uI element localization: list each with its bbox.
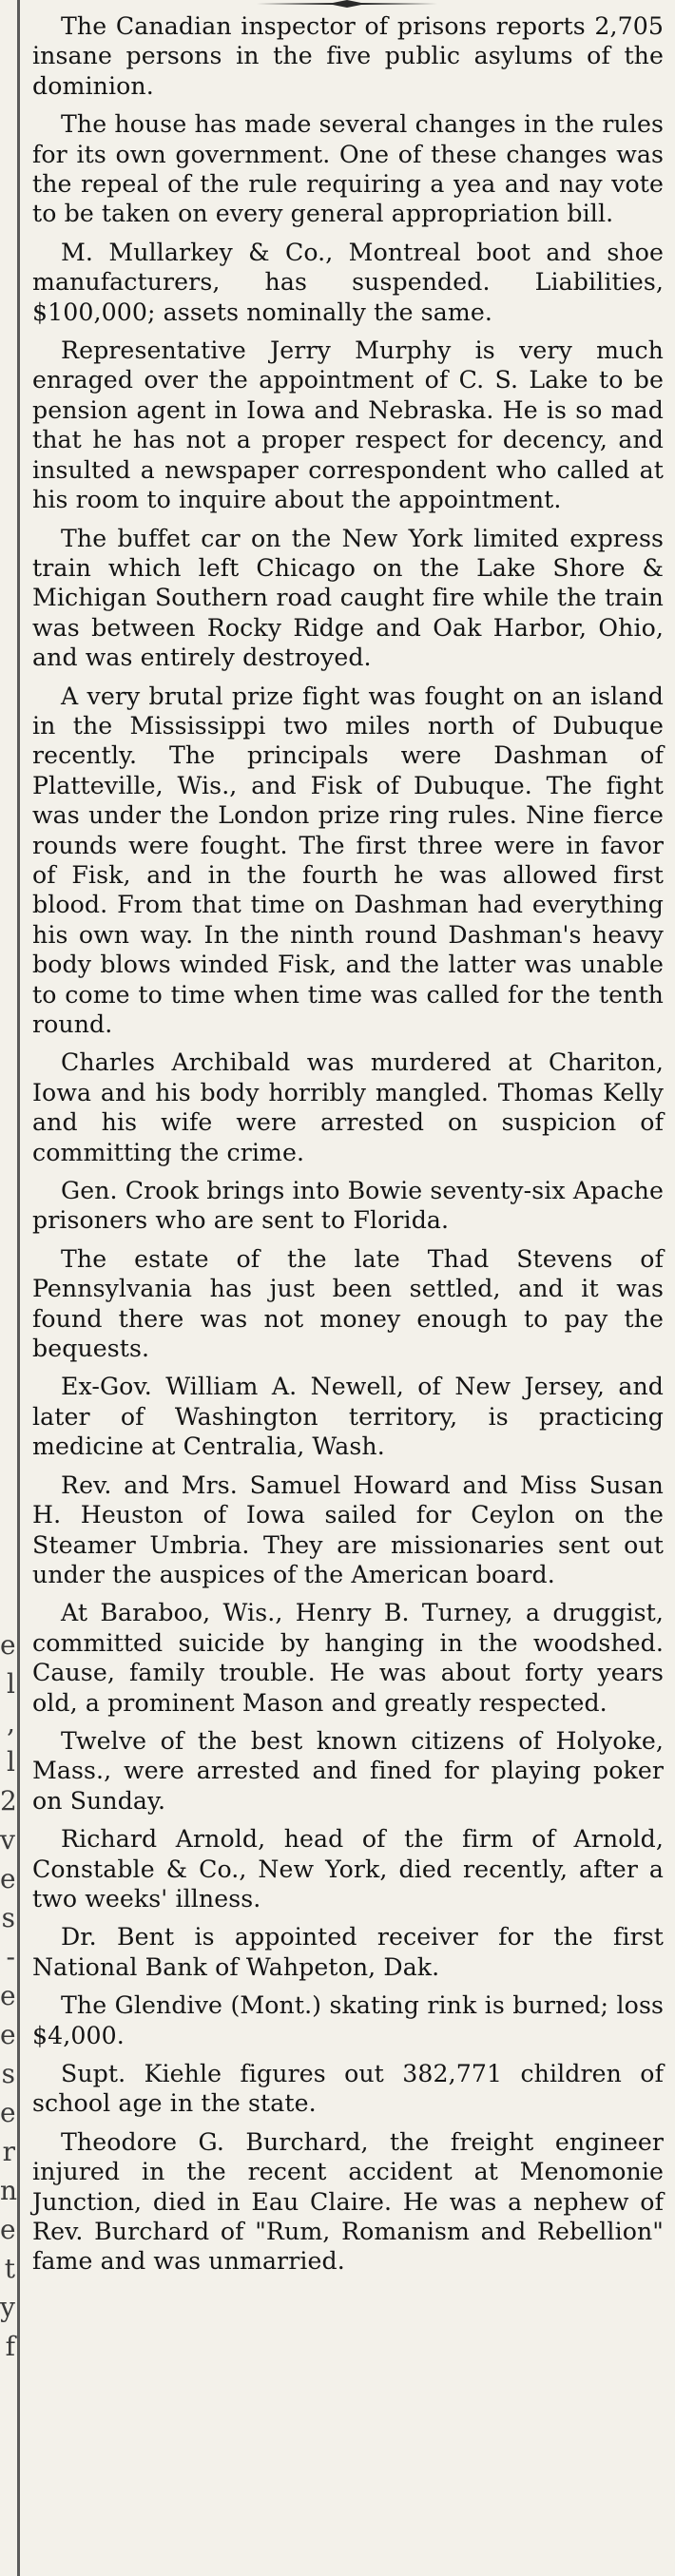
fragment: e <box>0 1980 16 2011</box>
news-item-baraboo-suicide: At Baraboo, Wis., Henry B. Turney, a druggist, committed suicide by hanging in the woodshed. Cause, family trouble. He was about forty years old, a prominent Mason and greatly respected. <box>32 1599 664 1717</box>
fragment: l <box>7 1668 15 1700</box>
fragment: e <box>0 2214 16 2245</box>
news-item-buffet-car-fire: The buffet car on the New York limited express train which left Chicago on the Lake Shore & Michigan Southern road caught fire while the train was between Rocky Ridge and Oak Harbor, Ohio, and was entirely destroyed. <box>32 524 664 672</box>
fragment: , <box>7 1707 15 1739</box>
news-item-canadian-prisons: The Canadian inspector of prisons reports 2,705 insane persons in the five public asylums of the dominion. <box>32 12 664 100</box>
news-item-newell: Ex-Gov. William A. Newell, of New Jersey, and later of Washington territory, is practicing medicine at Centralia, Wash. <box>32 1373 664 1461</box>
news-item-mullarkey-failure: M. Mullarkey & Co., Montreal boot and shoe manufacturers, has suspended. Liabilities, $100,000; assets nominally the same. <box>32 238 664 326</box>
news-item-missionaries: Rev. and Mrs. Samuel Howard and Miss Susan H. Heuston of Iowa sailed for Ceylon on the Steamer Umbria. They are missionaries sent out under the auspices of the American board. <box>32 1471 664 1588</box>
fragment: y <box>0 2292 15 2323</box>
top-ornament-rule <box>257 0 437 8</box>
fragment: n <box>0 2175 18 2206</box>
news-item-stevens-estate: The estate of the late Thad Stevens of Pennsylvania has just been settled, and it was found there was not money enough to pay the bequests. <box>32 1244 664 1363</box>
news-item-richard-arnold: Richard Arnold, head of the firm of Arnold, Constable & Co., New York, died recently, after a two weeks' illness. <box>32 1825 664 1913</box>
news-item-archibald-murder: Charles Archibald was murdered at Chariton, Iowa and his body horribly mangled. Thomas Kelly and his wife were arrested on suspicion of committing the crime. <box>32 1048 664 1166</box>
fragment: 2 <box>0 1785 17 1817</box>
fragment: v <box>0 1824 15 1855</box>
fragment: l <box>7 1746 15 1778</box>
news-item-kiehle-census: Supt. Kiehle figures out 382,771 children of school age in the state. <box>32 2060 664 2118</box>
fragment: - <box>6 1941 15 1972</box>
news-item-house-rules: The house has made several changes in the rules for its own government. One of these changes was the repeal of the rule requiring a yea and nay vote to be taken on every general appropriation bill. <box>32 110 664 228</box>
fragment: r <box>2 2136 15 2167</box>
fragment: e <box>0 2019 16 2050</box>
news-item-jerry-murphy: Representative Jerry Murphy is very much enraged over the appointment of C. S. Lake to be pension agent in Iowa and Nebraska. He is so mad that he has not a proper respect for decency, and insulted a newspaper correspondent who called at his room to inquire about the appointment. <box>32 336 664 514</box>
fragment: e <box>0 1863 16 1894</box>
fragment: t <box>4 2253 15 2284</box>
fragment: f <box>5 2331 15 2362</box>
fragment: e <box>0 1629 16 1661</box>
fragment: s <box>1 2058 15 2089</box>
news-brief-column <box>32 11 664 2285</box>
news-item-burchard: Theodore G. Burchard, the freight engineer injured in the recent accident at Menomonie Junction, died in Eau Claire. He was a nephew of Rev. Burchard of "Rum, Romanism and Rebellion" fame and was unmarried. <box>32 2127 664 2276</box>
news-item-dr-bent: Dr. Bent is appointed receiver for the first National Bank of Wahpeton, Dak. <box>32 1923 664 1981</box>
news-item-glendive-rink: The Glendive (Mont.) skating rink is burned; loss $4,000. <box>32 1991 664 2049</box>
news-item-prize-fight: A very brutal prize fight was fought on an island in the Mississippi two miles north of Dubuque recently. The principals were Dashman of Platteville, Wis., and Fisk of Dubuque. The fight was under the London prize ring rules. Nine fierce rounds were fought. The first three were in favor of Fisk, and in the fourth he was allowed first blood. From that time on Dashman had everything his own way. In the ninth round Dashman's heavy body blows winded Fisk, and the latter was unable to come to time when time was called for the tenth round. <box>32 682 664 1038</box>
news-item-holyoke-poker: Twelve of the best known citizens of Holyoke, Mass., were arrested and fined for playing poker on Sunday. <box>32 1726 664 1815</box>
column-rule <box>17 0 20 2576</box>
news-item-crook-apaches: Gen. Crook brings into Bowie seventy-six Apache prisoners who are sent to Florida. <box>32 1177 664 1235</box>
left-column-fragments <box>0 1625 18 2366</box>
fragment: s <box>1 1902 15 1933</box>
fragment: e <box>0 2097 16 2128</box>
